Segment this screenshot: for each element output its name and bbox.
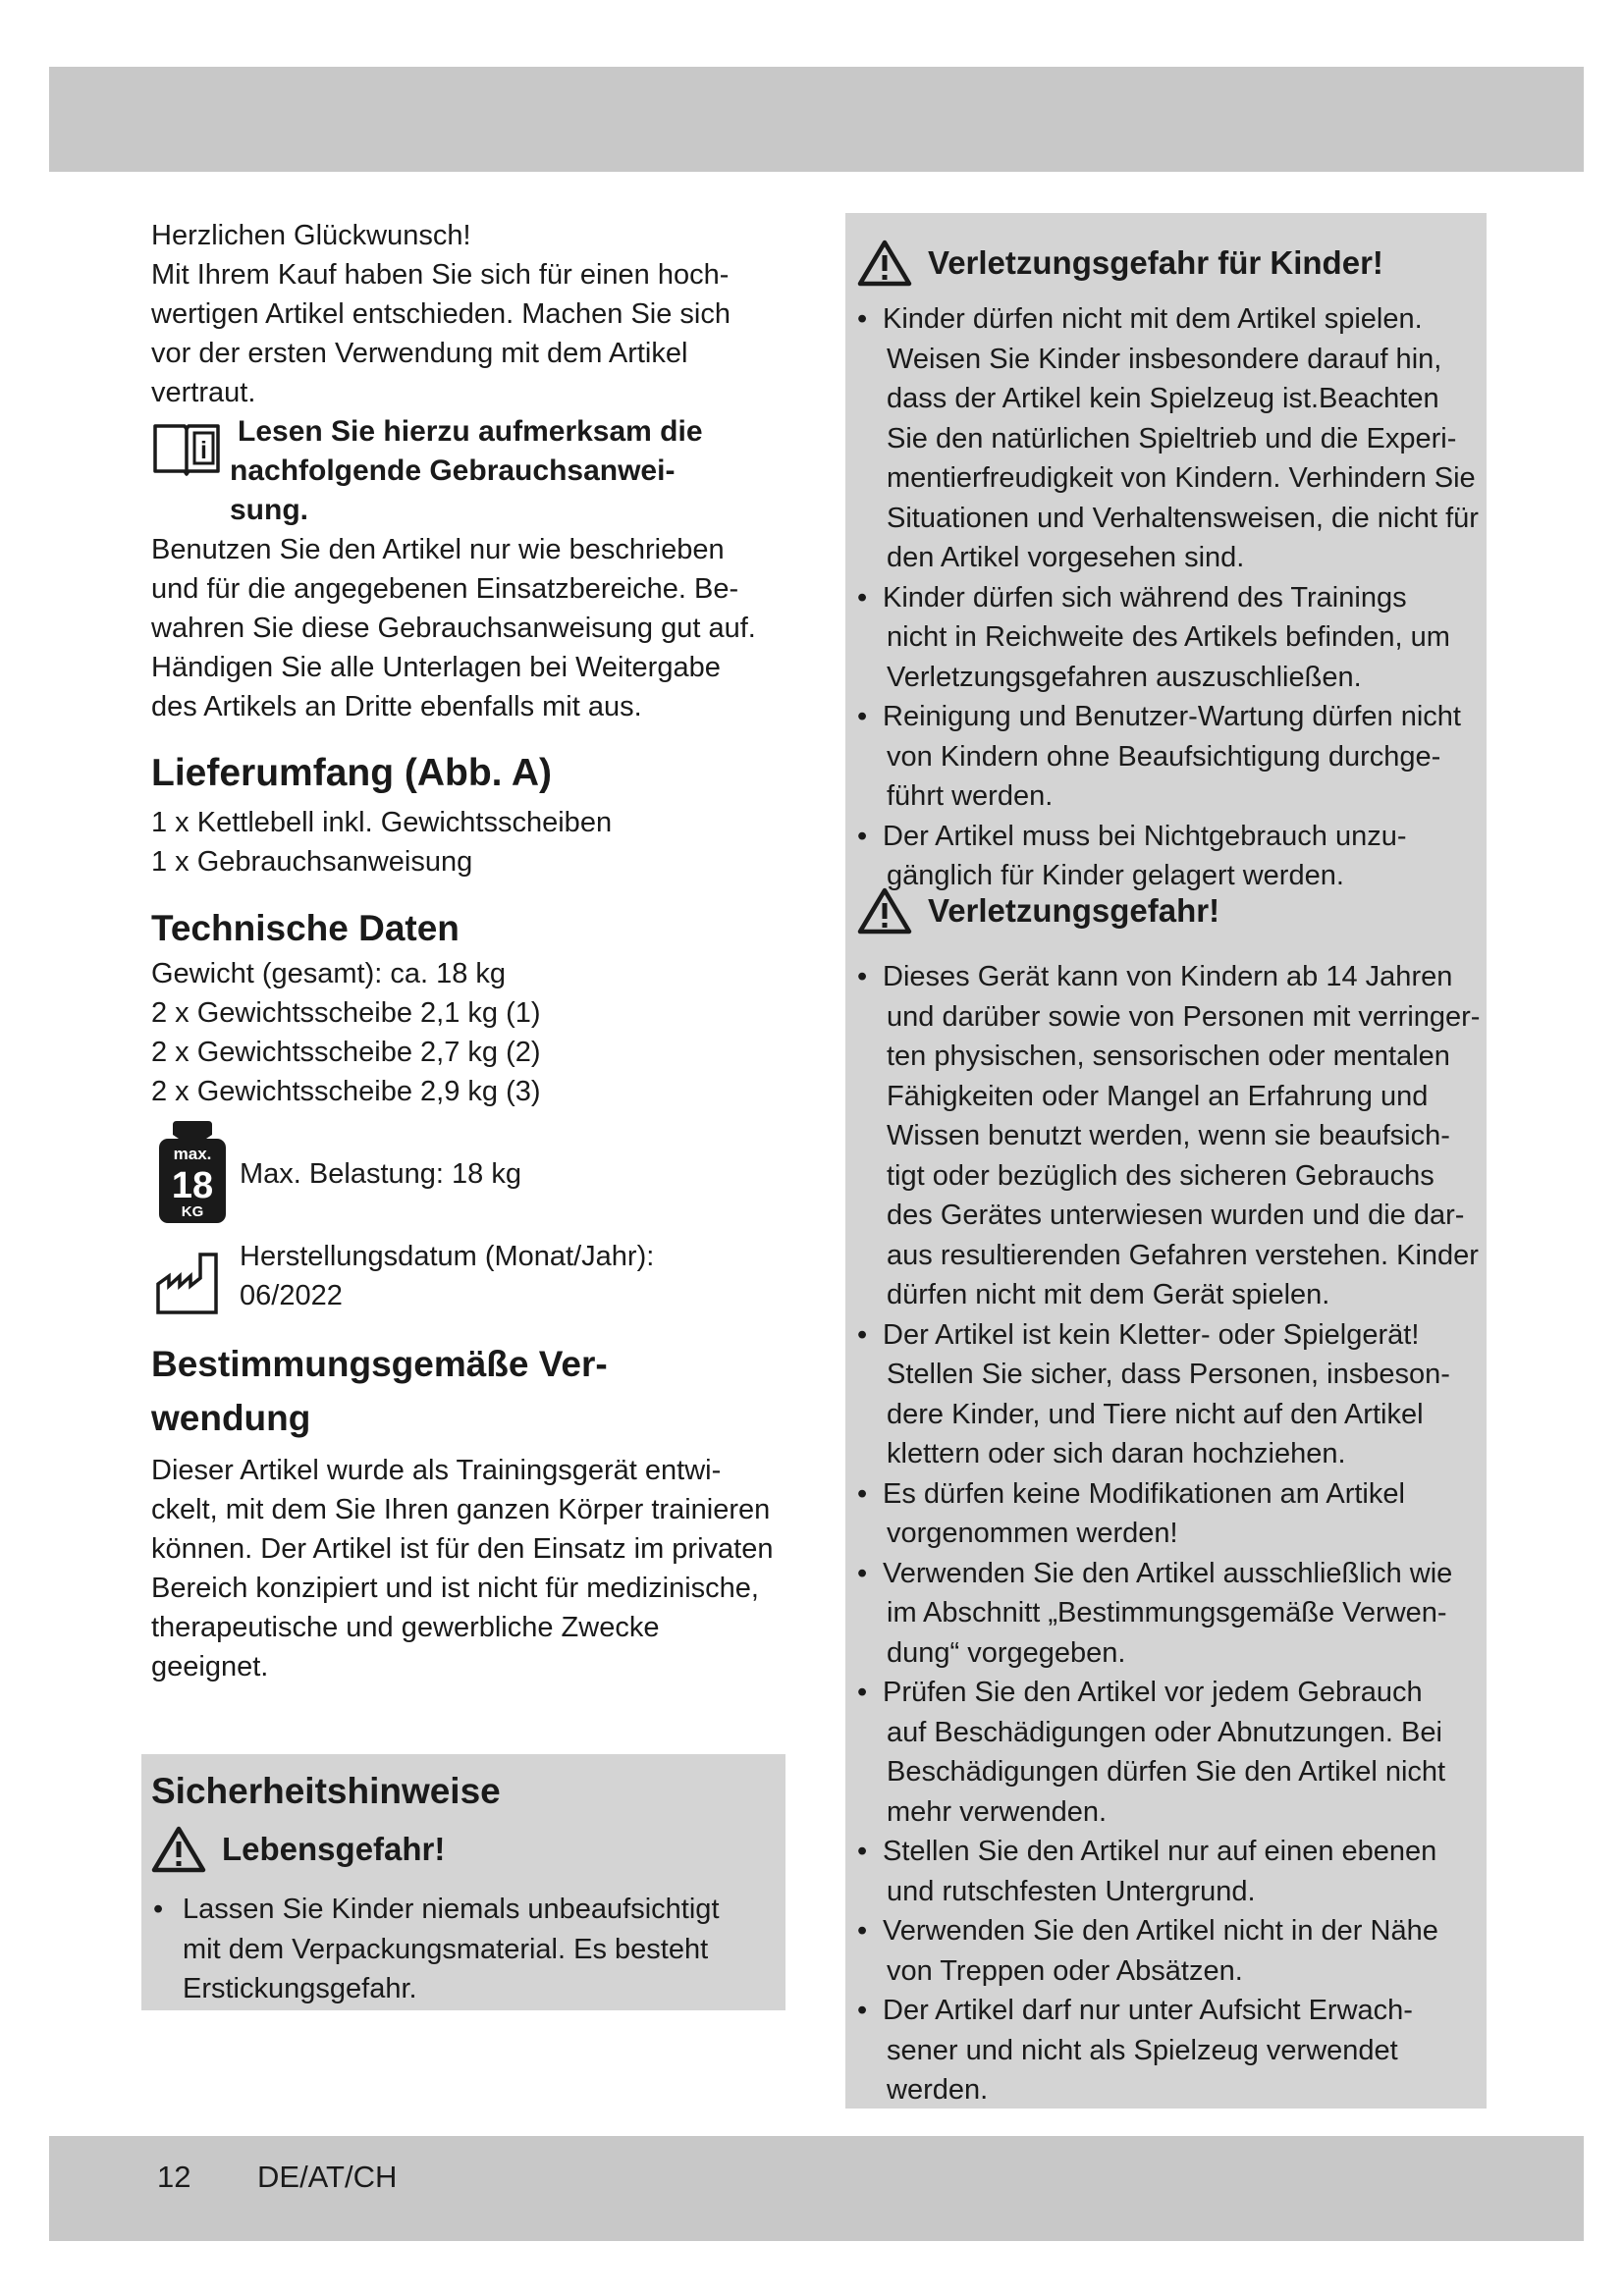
read-note-line: Lesen Sie hierzu aufmerksam die xyxy=(238,415,703,448)
read-note-line: sung. xyxy=(230,494,308,526)
weight-icon-unit: KG xyxy=(181,1203,204,1220)
list-item: • Es dürfen keine Modifikationen am Artikel vorgenommen werden! xyxy=(857,1477,1405,1549)
left-column xyxy=(151,216,780,1686)
danger-title: Lebensgefahr! xyxy=(222,1831,446,1867)
injury-warning-list xyxy=(845,957,1484,2110)
list-item: • Der Artikel muss bei Nichtgebrauch unzu- gänglich für Kinder gelagert werden. xyxy=(857,820,1407,891)
list-item: • Verwenden Sie den Artikel nicht in der Nähe von Treppen oder Absätzen. xyxy=(857,1915,1438,1987)
list-item: • Kinder dürfen nicht mit dem Artikel spielen. Weisen Sie Kinder insbesondere darauf hin, dass der Artikel kein Spielzeug ist.Beachten Sie den natürlichen Spieltrieb und die Experi- mentierfreudigkeit von Kindern. Verhindern Sie Situationen und Verhaltensweisen, die nicht für den Artikel vorgesehen sind. xyxy=(857,303,1479,573)
header-bar xyxy=(49,67,1584,172)
warning-icon xyxy=(857,886,912,935)
warning-icon xyxy=(857,239,912,288)
footer-countries: DE/AT/CH xyxy=(257,2160,398,2194)
page-number: 12 xyxy=(157,2160,191,2194)
intended-use-heading-line: wendung xyxy=(151,1398,311,1438)
kids-warning-list xyxy=(845,299,1484,896)
intended-use-line: Dieser Artikel wurde als Trainingsgerät entwi- xyxy=(151,1455,722,1486)
weight-icon-top: max. xyxy=(173,1145,212,1163)
intro-line: vor der ersten Verwendung mit dem Artikel xyxy=(151,338,688,369)
intended-use-line: ckelt, mit dem Sie Ihren ganzen Körper trainieren xyxy=(151,1494,771,1525)
max-load-row xyxy=(151,1119,780,1229)
intro-line: Mit Ihrem Kauf haben Sie sich für einen hoch- xyxy=(151,259,730,291)
intended-use-heading xyxy=(151,1337,780,1445)
greeting: Herzlichen Glückwunsch! xyxy=(151,220,471,251)
weight-icon xyxy=(155,1119,230,1225)
weight-icon-value: 18 xyxy=(171,1165,214,1206)
intended-use-line: Bereich konzipiert und ist nicht für medizinische, xyxy=(151,1573,759,1604)
intro-line: wertigen Artikel entschieden. Machen Sie sich xyxy=(151,298,731,330)
list-item: • Kinder dürfen sich während des Trainings nicht in Reichweite des Artikels befinden, um Verletzungsgefahren auszuschließen. xyxy=(857,581,1450,693)
read-note-line: nachfolgende Gebrauchsanwei- xyxy=(230,454,676,487)
manufacture-date: 06/2022 xyxy=(240,1280,343,1311)
tech-line: 2 x Gewichtsscheibe 2,7 kg (2) xyxy=(151,1037,541,1068)
read-manual-icon xyxy=(151,418,222,477)
intended-use-heading-line: Bestimmungsgemäße Ver- xyxy=(151,1344,608,1384)
usage-line: Benutzen Sie den Artikel nur wie beschrieben xyxy=(151,534,725,565)
tech-line: Gewicht (gesamt): ca. 18 kg xyxy=(151,958,507,989)
danger-heading xyxy=(151,1825,445,1874)
danger-list xyxy=(153,1890,758,2009)
kids-warning-heading xyxy=(857,239,1383,288)
list-item: • Lassen Sie Kinder niemals unbeaufsichtigt mit dem Verpackungsmaterial. Es besteht Erstickungsgefahr. xyxy=(153,1894,720,2004)
usage-line: des Artikels an Dritte ebenfalls mit aus. xyxy=(151,691,642,722)
injury-warning-heading xyxy=(857,886,1219,935)
read-manual-note xyxy=(151,412,780,530)
safety-heading: Sicherheitshinweise xyxy=(151,1771,501,1811)
kids-warning-title: Verletzungsgefahr für Kinder! xyxy=(928,244,1383,281)
manufacture-date-row xyxy=(151,1237,780,1319)
list-item: • Prüfen Sie den Artikel vor jedem Gebrauch auf Beschädigungen oder Abnutzungen. Bei Beschädigungen dürfen Sie den Artikel nicht mehr verwenden. xyxy=(857,1677,1446,1828)
list-item: • Reinigung und Benutzer-Wartung dürfen nicht von Kindern ohne Beaufsichtigung durchge- führt werden. xyxy=(857,701,1461,812)
list-item: • Stellen Sie den Artikel nur auf einen ebenen und rutschfesten Untergrund. xyxy=(857,1836,1437,1907)
intended-use-line: geeignet. xyxy=(151,1651,269,1682)
usage-line: und für die angegebenen Einsatzbereiche. Be- xyxy=(151,573,739,605)
intro-line: vertraut. xyxy=(151,377,256,408)
svg-text:i: i xyxy=(200,437,207,464)
intended-use-line: können. Der Artikel ist für den Einsatz im privaten xyxy=(151,1533,774,1565)
manufacture-date-icon xyxy=(155,1251,220,1315)
tech-line: 2 x Gewichtsscheibe 2,9 kg (3) xyxy=(151,1076,541,1107)
manufacture-label: Herstellungsdatum (Monat/Jahr): xyxy=(240,1241,655,1272)
tech-line: 2 x Gewichtsscheibe 2,1 kg (1) xyxy=(151,997,541,1029)
injury-warning-title: Verletzungsgefahr! xyxy=(928,892,1220,929)
intended-use-line: therapeutische und gewerbliche Zwecke xyxy=(151,1612,660,1643)
list-item: • Der Artikel ist kein Kletter- oder Spielgerät! Stellen Sie sicher, dass Personen, insbeson- dere Kinder, und Tiere nicht auf den Artikel klettern oder sich daran hochziehen. xyxy=(857,1318,1450,1469)
delivery-item: 1 x Kettlebell inkl. Gewichtsscheiben xyxy=(151,807,613,838)
tech-heading: Technische Daten xyxy=(151,908,460,948)
list-item: • Der Artikel darf nur unter Aufsicht Erwach- sener und nicht als Spielzeug verwendet werden. xyxy=(857,1995,1413,2106)
max-load-text: Max. Belastung: 18 kg xyxy=(240,1158,521,1190)
warnings-box xyxy=(845,213,1487,2109)
list-item: • Dieses Gerät kann von Kindern ab 14 Jahren und darüber sowie von Personen mit verringer- ten physischen, sensorischen oder mentalen Fähigkeiten oder Mangel an Erfahrung und Wissen benutzt werden, wenn sie beaufsich- tigt oder bezüglich des sicheren Gebrauchs des Gerätes unterwiesen wurden und die dar- aus resultierenden Gefahren verstehen. Kinder dürfen nicht mit dem Gerät spielen. xyxy=(857,961,1481,1310)
warning-icon xyxy=(151,1825,206,1874)
delivery-item: 1 x Gebrauchsanweisung xyxy=(151,846,473,878)
delivery-heading: Lieferumfang (Abb. A) xyxy=(151,752,553,794)
list-item: • Verwenden Sie den Artikel ausschließlich wie im Abschnitt „Bestimmungsgemäße Verwen- dung“ vorgegeben. xyxy=(857,1557,1453,1669)
usage-line: wahren Sie diese Gebrauchsanweisung gut auf. xyxy=(151,613,756,644)
usage-line: Händigen Sie alle Unterlagen bei Weitergabe xyxy=(151,652,721,683)
safety-box xyxy=(141,1754,785,2010)
